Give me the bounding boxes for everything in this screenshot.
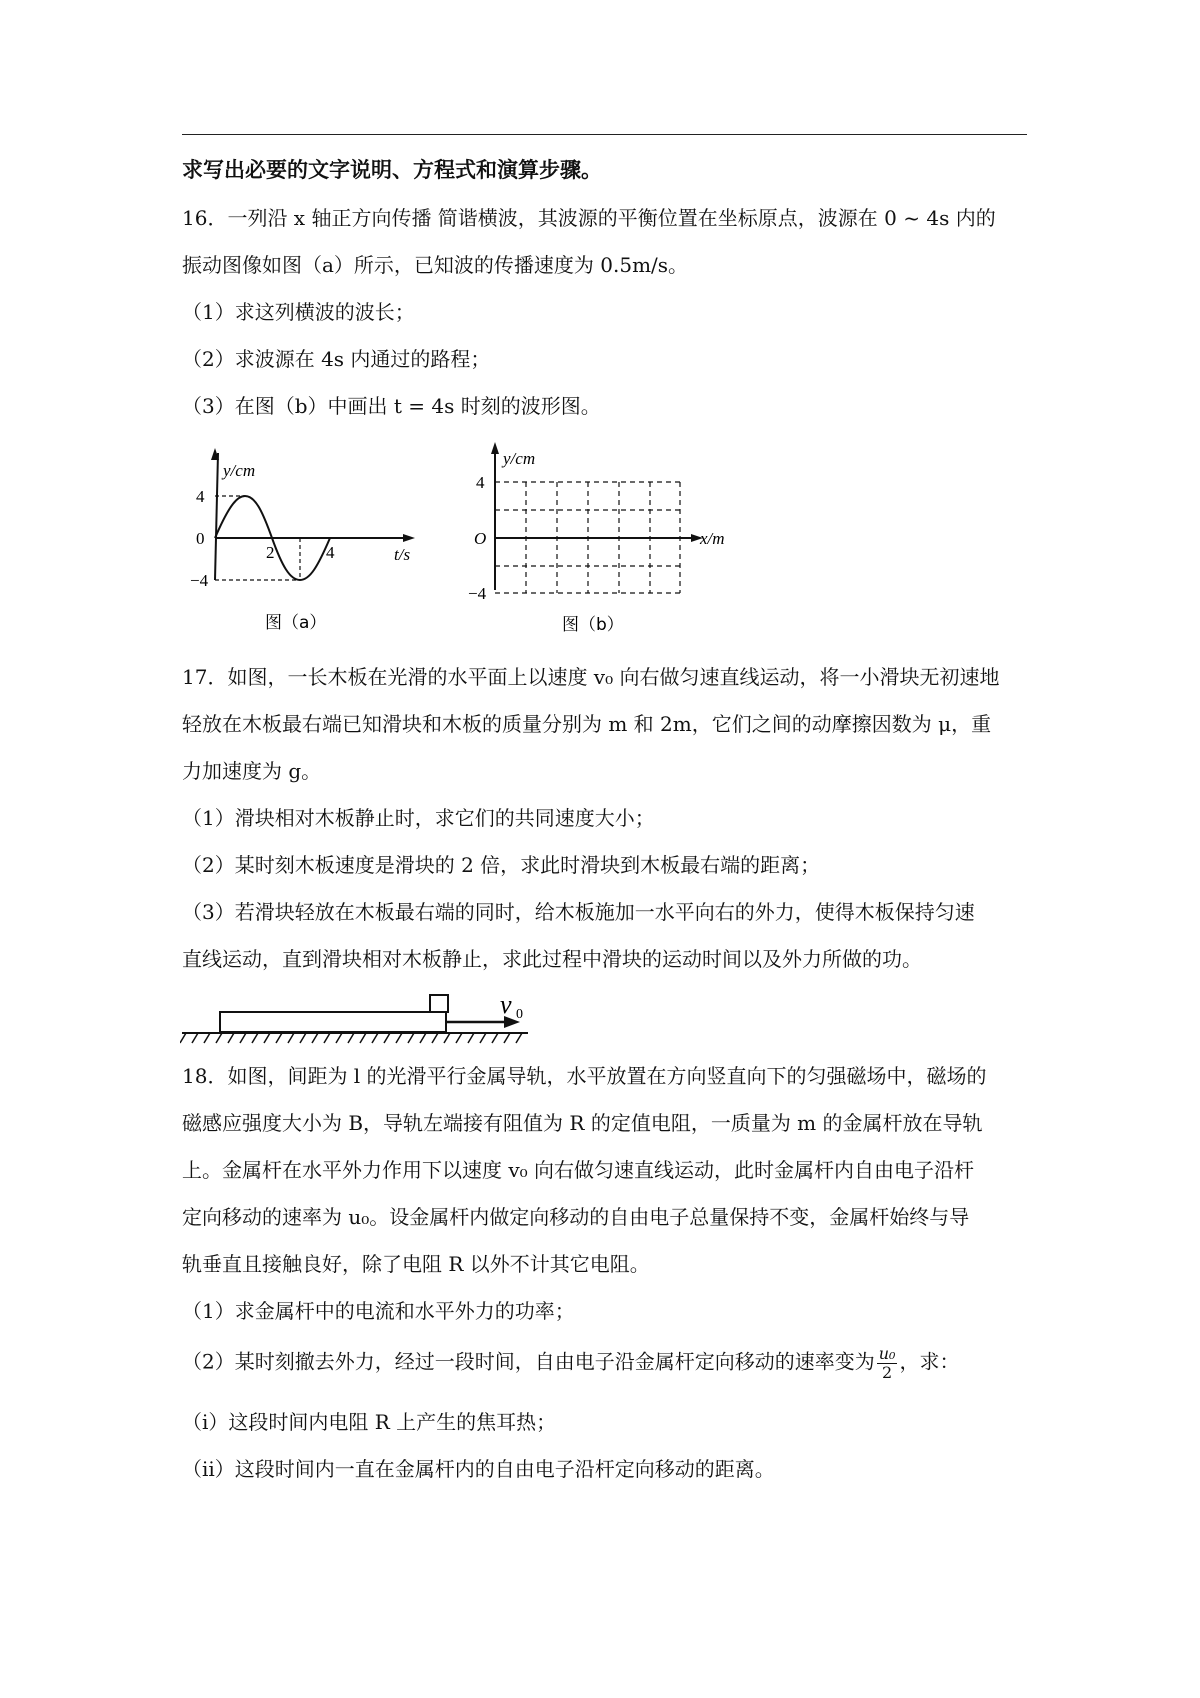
u0-over-2-fraction xyxy=(877,1345,898,1381)
q16-sub3: （3）在图（b）中画出 t = 4s 时刻的波形图。 xyxy=(182,394,601,418)
q17-sub2: （2）某时刻木板速度是滑块的 2 倍，求此时滑块到木板最右端的距离； xyxy=(182,853,821,877)
q17-velocity-sub: 0 xyxy=(516,1007,523,1022)
fig-a-x-label: t/s xyxy=(394,545,411,564)
q17-block xyxy=(430,995,448,1012)
fig-a-ytick-4: 4 xyxy=(196,487,205,506)
fig-a-xtick-2: 2 xyxy=(266,543,275,562)
fig-b-caption: 图（b） xyxy=(562,615,624,635)
fig-a-y-label: y/cm xyxy=(223,461,256,480)
fraction-numerator: u₀ xyxy=(878,1344,896,1363)
fig-b-ytick-4: 4 xyxy=(476,473,485,492)
q18-sub2-suffix: ，求： xyxy=(899,1349,960,1374)
q18-sub2-i: （i）这段时间内电阻 R 上产生的焦耳热； xyxy=(182,1410,557,1434)
fig-a-xtick-4: 4 xyxy=(326,543,335,562)
fig-b-x-label: x/m xyxy=(700,529,725,548)
q18-text-line2: 磁感应强度大小为 B，导轨左端接有阻值为 R 的定值电阻，一质量为 m 的金属杆放在导轨 xyxy=(182,1111,983,1135)
q16-text-line2: 振动图像如图（a）所示，已知波的传播速度为 0.5m/s。 xyxy=(182,253,689,277)
fig-b-y-arrow xyxy=(491,442,499,454)
q17-sub3-line1: （3）若滑块轻放在木板最右端的同时，给木板施加一水平向右的外力，使得木板保持匀速 xyxy=(182,900,975,924)
fig-b-ytick-neg4: −4 xyxy=(468,584,487,603)
q18-sub2-ii: （ii）这段时间内一直在金属杆内的自由电子沿杆定向移动的距离。 xyxy=(182,1457,775,1481)
q17-text-line2: 轻放在木板最右端已知滑块和木板的质量分别为 m 和 2m，它们之间的动摩擦因数为 μ，重 xyxy=(182,712,992,736)
fig-a-ytick-0: 0 xyxy=(196,529,205,548)
q17-text-line1: 17．如图，一长木板在光滑的水平面上以速度 v₀ 向右做匀速直线运动，将一小滑块无初速地 xyxy=(182,665,1000,689)
fraction-denominator: 2 xyxy=(882,1362,893,1382)
q17-board xyxy=(220,1012,446,1032)
fig-a-caption: 图（a） xyxy=(265,613,327,633)
header-rule xyxy=(182,134,1027,135)
fig-b-origin: O xyxy=(474,529,487,548)
fig-a-x-arrow xyxy=(403,534,415,542)
q17-sub3-line2: 直线运动，直到滑块相对木板静止，求此过程中滑块的运动时间以及外力所做的功。 xyxy=(182,947,922,971)
fig-a-y-axis xyxy=(215,453,218,580)
q17-ground-hatch xyxy=(180,1033,522,1043)
q18-sub1: （1）求金属杆中的电流和水平外力的功率； xyxy=(182,1299,575,1323)
q17-figure xyxy=(180,985,540,1045)
q18-text-line3: 上。金属杆在水平外力作用下以速度 v₀ 向右做匀速直线运动，此时金属杆内自由电子沿杆 xyxy=(182,1158,975,1182)
q16-figure-a xyxy=(190,448,430,638)
q16-text-line1: 16．一列沿 x 轴正方向传播 简谐横波，其波源的平衡位置在坐标原点，波源在 0 ~ 4s 内的 xyxy=(182,206,996,230)
q16-sub2: （2）求波源在 4s 内通过的路程； xyxy=(182,347,491,371)
q18-sub2-text: （2）某时刻撤去外力，经过一段时间，自由电子沿金属杆定向移动的速率变为 xyxy=(182,1349,875,1374)
q18-sub2 xyxy=(182,1345,959,1381)
q17-velocity-label: v xyxy=(500,990,512,1019)
q16-sub1: （1）求这列横波的波长； xyxy=(182,300,415,324)
q17-text-line3: 力加速度为 g。 xyxy=(182,759,322,783)
q18-text-line5: 轨垂直且接触良好，除了电阻 R 以外不计其它电阻。 xyxy=(182,1252,650,1276)
q16-figure-b xyxy=(460,440,750,640)
fig-b-y-label: y/cm xyxy=(503,449,536,468)
instruction-text: 求写出必要的文字说明、方程式和演算步骤。 xyxy=(182,158,602,182)
q18-text-line4: 定向移动的速率为 u₀。设金属杆内做定向移动的自由电子总量保持不变，金属杆始终与导 xyxy=(182,1205,970,1229)
fig-a-ytick-neg4: −4 xyxy=(190,571,209,590)
q17-sub1: （1）滑块相对木板静止时，求它们的共同速度大小； xyxy=(182,806,655,830)
q18-text-line1: 18．如图，间距为 l 的光滑平行金属导轨，水平放置在方向竖直向下的匀强磁场中，磁场的 xyxy=(182,1064,987,1088)
